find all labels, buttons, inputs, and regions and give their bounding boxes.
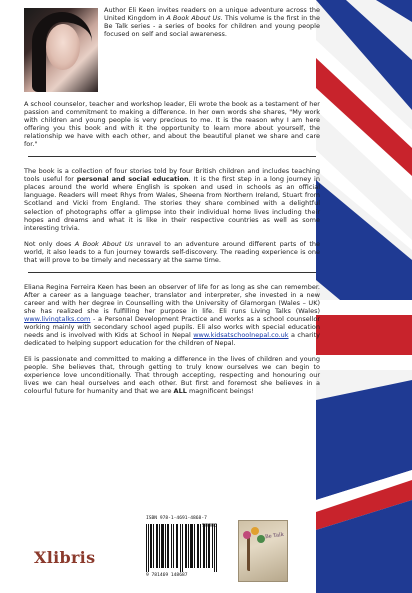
notonly-start: Not only does xyxy=(24,239,75,248)
flag-graphic xyxy=(316,0,412,593)
union-jack-flag xyxy=(316,0,412,593)
barcode-bars xyxy=(146,524,222,572)
book-para-start: The book is a collection of four stories told by four British children and includes teaching tools useful for xyxy=(24,167,320,184)
passion-end: magnificent beings! xyxy=(186,387,254,396)
book-description-paragraph xyxy=(24,167,320,231)
author-face xyxy=(46,24,80,70)
isbn-text: ISBN 978-1-4691-4868-7 xyxy=(146,516,207,521)
publisher-logo: Xlibris xyxy=(34,548,96,567)
isbn-barcode xyxy=(142,516,226,580)
book-title-italic: A Book About Us xyxy=(166,14,221,23)
author-intro: Author Eli Keen invites readers on a unique adventure across the United Kingdom in xyxy=(104,6,320,23)
bottom-strip xyxy=(24,516,324,586)
author-intro-paragraph xyxy=(104,6,320,38)
series-thumbnail xyxy=(238,520,288,582)
back-cover-text xyxy=(24,6,320,403)
passion-paragraph xyxy=(24,355,320,395)
thumbnail-title: Be Talk xyxy=(264,531,285,541)
quote-paragraph: A school counselor, teacher and workshop leader, Eli wrote the book as a testament of her passion and commitment to making a difference. In her own words she shares, "My work with children and young people is very precious to me. It is the reason why I am here offering you this book and with it the opportunity to learn more about yourself, the relationship we have with each other, and about the beautiful planet we share and care for." xyxy=(24,100,320,149)
bio-paragraph xyxy=(24,283,320,347)
leaf-icon xyxy=(257,535,265,543)
author-intro-rest: . This volume is the first in the Be Talk series - a series of books for children and young people focused on self and social awareness. xyxy=(104,14,321,39)
leaf-icon xyxy=(243,531,251,539)
passion-bold: ALL xyxy=(173,387,187,396)
author-photo xyxy=(24,8,98,92)
book-para-rest: . It is the first step in a long journey in places around the world where English is spoken and used in schools as an official language. Readers will meet Rhys from Wales, Sheena from Northern Ireland, Stuart from Scotland and Vicki from England. The stories they share combined with a delightful selection of photographs offer a glimpse into their individual home lives including their hopes and dreams and what it is like in their respective countries as well as some interesting trivia. xyxy=(24,175,320,232)
notonly-rest: unravel to an adventure around different parts of the world, it also leads to a fun journey towards self-discovery. The reading experience is one that will prove to be timely and necessary at the same time. xyxy=(24,239,321,264)
notonly-paragraph xyxy=(24,240,320,264)
divider-middle xyxy=(28,272,316,273)
livingtalks-link[interactable]: www.livingtalks.com xyxy=(24,314,91,323)
author-block xyxy=(24,6,320,94)
barcode-number: 9 781469 148687 xyxy=(146,573,188,578)
kidsatschoolnepal-link[interactable]: www.kidsatschoolnepal.co.uk xyxy=(193,331,289,340)
leaf-icon xyxy=(251,527,259,535)
book-para-bold: personal and social education xyxy=(76,175,189,184)
bio-start: Eliana Regina Ferreira Keen has been an observer of life for as long as she can remember. After a career as a language teacher, translator and interpreter, she invested in a new career and with her degree in Counselling with the University of Glamorgan (Wales – UK) she has realized she is fulfilling her purpose in life. Eli runs Living Talks (Wales) xyxy=(24,282,320,315)
divider-top xyxy=(28,156,316,157)
passion-start: Eli is passionate and committed to making a difference in the lives of children and young people. She believes that, through getting to truly know ourselves we can begin to experience love unconditionally. That through accepting, respecting and honouring our lives we can heal ourselves and each other. But first and foremost she believes in a colourful future for humanity and that we are xyxy=(24,355,320,396)
bio-mid: - a Personal Development Practice and works as a school counsellor working mainly with secondary school aged pupils. Eli also works with special education needs and is involved with Kids at School in Nepal xyxy=(24,314,320,340)
notonly-title: A Book About Us xyxy=(74,239,133,248)
bio-end: a charity dedicated to helping support education for the children of Nepal. xyxy=(24,331,320,348)
